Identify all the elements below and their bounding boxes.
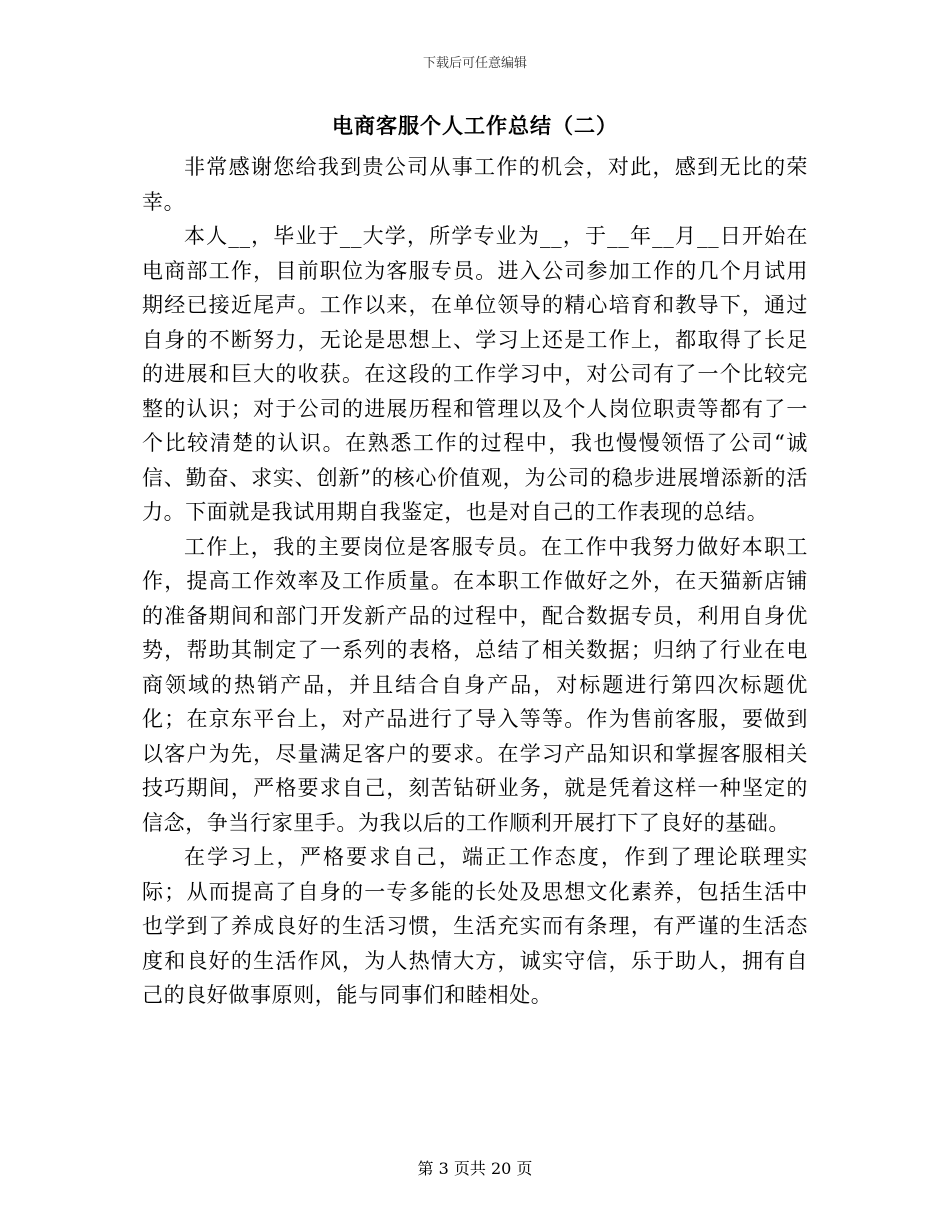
document-body bbox=[142, 150, 808, 1013]
paragraph-gratitude: 非常感谢您给我到贵公司从事工作的机会，对此，感到无比的荣幸。 bbox=[142, 155, 808, 214]
paragraph-introduction: 本人__，毕业于__大学，所学专业为__，于__年__月__日开始在电商部工作，目前职位为客服专员。进入公司参加工作的几个月试用期经已接近尾声。工作以来，在单位领导的精心培育和教导下，通过自身的不断努力，无论是思想上、学习上还是工作上，都取得了长足的进展和巨大的收获。在这段的工作学习中，对公司有了一个比较完整的认识；对于公司的进展历程和管理以及个人岗位职责等都有了一个比较清楚的认识。在熟悉工作的过程中，我也慢慢领悟了公司“诚信、勤奋、求实、创新”的核心价值观，为公司的稳步进展增添新的活力。下面就是我试用期自我鉴定，也是对自己的工作表现的总结。 bbox=[142, 224, 808, 524]
page-number: 第 3 页共 20 页 bbox=[417, 1159, 533, 1178]
paragraph-study: 在学习上，严格要求自己，端正工作态度，作到了理论联理实际；从而提高了自身的一专多能的长处及思想文化素养，包括生活中也学到了养成良好的生活习惯，生活充实而有条理，有严谨的生活态度和良好的生活作风，为人热情大方，诚实守信，乐于助人，拥有自己的良好做事原则，能与同事们和睦相处。 bbox=[142, 845, 808, 1007]
document-title: 电商客服个人工作总结（二） bbox=[332, 113, 618, 138]
page-header-note: 下载后可任意编辑 bbox=[422, 56, 527, 71]
paragraph-work: 工作上，我的主要岗位是客服专员。在工作中我努力做好本职工作，提高工作效率及工作质量。在本职工作做好之外，在天猫新店铺的准备期间和部门开发新产品的过程中，配合数据专员，利用自身优势，帮助其制定了一系列的表格，总结了相关数据；归纳了行业在电商领域的热销产品，并且结合自身产品，对标题进行第四次标题优化；在京东平台上，对产品进行了导入等等。作为售前客服，要做到以客户为先，尽量满足客户的要求。在学习产品知识和掌握客服相关技巧期间，严格要求自己，刻苦钻研业务，就是凭着这样一种坚定的信念，争当行家里手。为我以后的工作顺利开展打下了良好的基础。 bbox=[142, 534, 808, 835]
